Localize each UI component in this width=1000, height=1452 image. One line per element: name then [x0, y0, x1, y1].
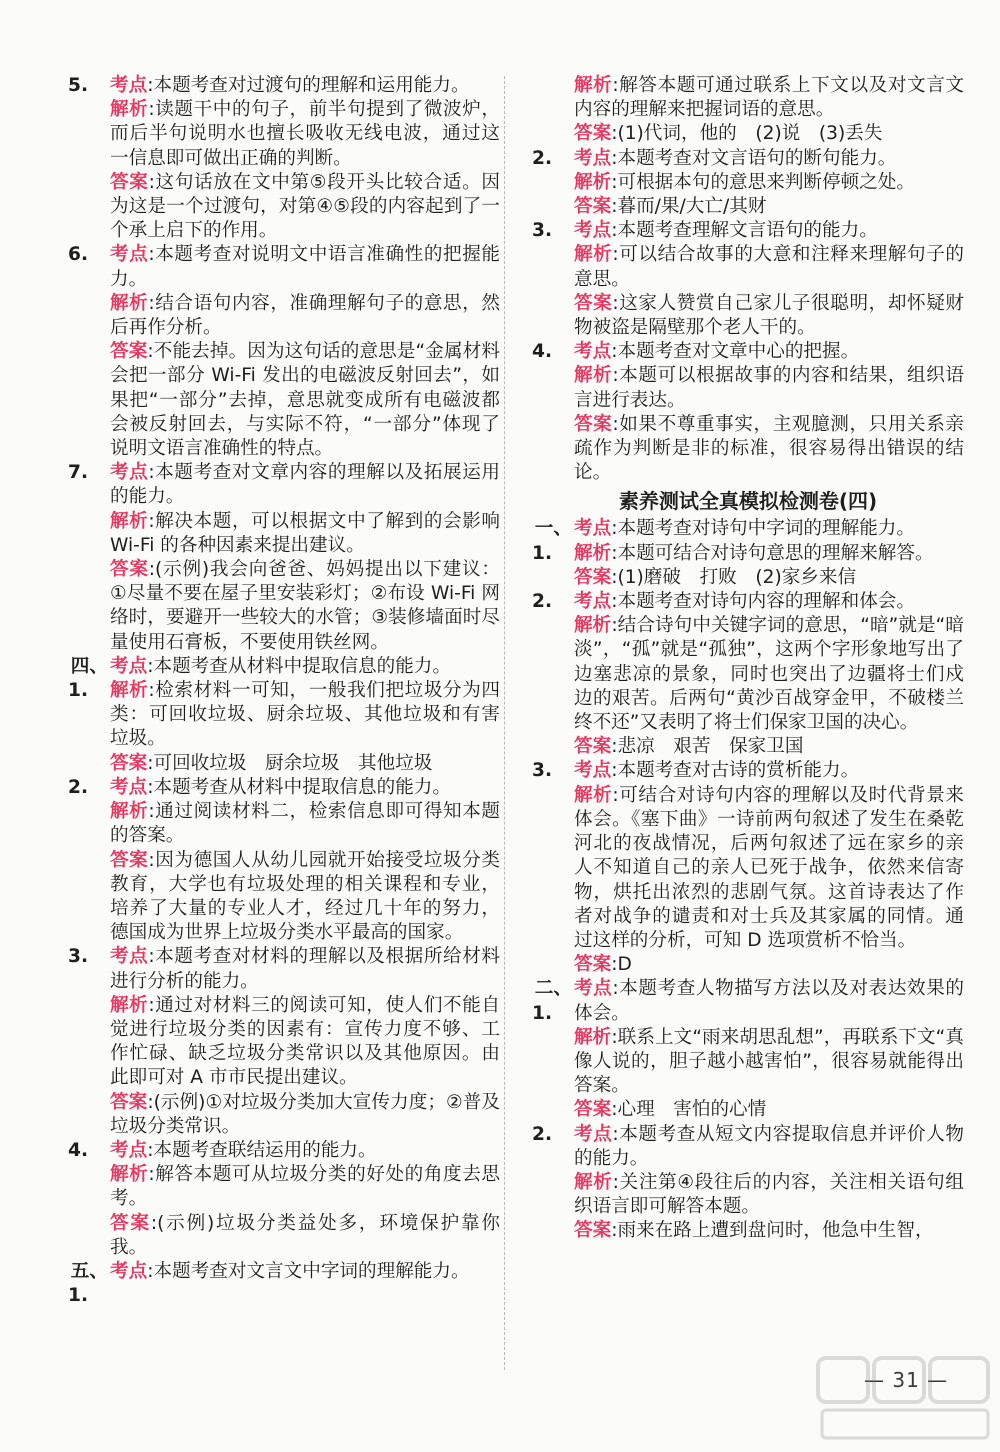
watermark-logo: [814, 1352, 996, 1444]
label-kd: 考点: [574, 591, 612, 613]
label-kd: 考点: [574, 220, 612, 242]
entry-jx-text: 关注第④段往后的内容，关注相关语句组织语言即可解答本题。: [574, 1171, 964, 1218]
question-number: 4.: [532, 341, 553, 363]
label-jx: 解析: [574, 784, 613, 806]
entry-da-line: [532, 292, 964, 340]
entry-jx-text: 本题可以根据故事的内容和结果，组织语言进行表达。: [574, 365, 964, 411]
entry-da-line: [68, 558, 500, 655]
colon: :: [147, 655, 154, 677]
colon: :: [611, 1026, 618, 1048]
entry-da-line: [532, 1219, 964, 1243]
label-da: 答案: [574, 954, 612, 976]
entry-da-line: [532, 413, 964, 486]
label-da: 答案: [574, 413, 613, 435]
colon: :: [611, 566, 618, 588]
label-jx: 解析: [110, 292, 149, 314]
answer-entry: [532, 590, 964, 759]
label-da: 答案: [110, 849, 149, 871]
answer-entry: [68, 74, 500, 243]
label-jx: 解析: [110, 99, 149, 121]
entry-da-text: 暮而/果/大亡/其财: [617, 196, 767, 218]
entry-kd-text: 本题考查对文言语句的断句能力。: [617, 147, 897, 169]
entry-da-text: 雨来在路上遭到盘问时，他急中生智，: [617, 1220, 934, 1242]
entry-da-line: [532, 566, 964, 590]
label-jx: 解析: [574, 244, 613, 266]
colon: :: [611, 1220, 618, 1242]
entry-da-text: 因为德国人从幼儿园就开始接受垃圾分类教育，大学也有垃圾处理的相关课程和专业，培养了大量的专业人才，经过几十年的努力，德国成为世界上垃圾分类水平最高的国家。: [110, 849, 500, 944]
entry-kd-line: [532, 219, 964, 243]
colon: :: [147, 1091, 154, 1113]
colon: :: [147, 341, 154, 363]
label-kd: 考点: [574, 518, 612, 540]
entry-da-line: [68, 340, 500, 461]
label-kd: 考点: [110, 75, 148, 96]
colon: :: [148, 510, 155, 532]
colon: :: [612, 292, 619, 314]
entry-jx-text: 可以结合故事的大意和注释来理解句子的意思。: [574, 244, 964, 290]
question-number: 6.: [68, 244, 89, 266]
entry-jx-line: [68, 98, 500, 171]
entry-kd-line: [68, 74, 500, 98]
entry-kd-text: 本题考查对诗句中字词的理解能力。: [617, 518, 915, 540]
question-number: 3.: [532, 220, 553, 242]
entry-da-line: [68, 849, 500, 946]
question-number: 3.: [532, 760, 553, 782]
colon: :: [611, 954, 618, 976]
entry-kd-text: 本题考查从短文内容提取信息并评价人物的能力。: [574, 1123, 964, 1169]
label-da: 答案: [110, 1212, 151, 1234]
entry-jx-text: 结合语句内容，准确理解句子的意思，然后再作分析。: [110, 292, 500, 339]
answer-entry: [68, 945, 500, 1139]
entry-jx-text: 通过阅读材料二，检索信息即可得知本题的答案。: [110, 801, 500, 847]
colon: :: [611, 341, 618, 363]
entry-da-text: 如果不尊重事实，主观臆测，只用关系亲疏作为判断是非的标准，很容易得出错误的结论。: [574, 413, 964, 484]
entry-jx-text: 读题干中的句子，前半句提到了微波炉，而后半句说明水也擅长吸收无线电波，通过这一信息即可做出正确的判断。: [110, 99, 500, 169]
question-number: 2.: [532, 591, 553, 613]
entry-da-line: [68, 171, 500, 244]
label-kd: 考点: [574, 1123, 613, 1145]
entry-kd-line: [532, 147, 964, 171]
question-number: 2.: [532, 1123, 553, 1145]
entry-jx-text: 检索材料一可知，一般我们把垃圾分为四类：可回收垃圾、厨余垃圾、其他垃圾和有害垃圾。: [110, 680, 500, 750]
label-da: 答案: [110, 341, 148, 363]
question-number: 一、1.: [532, 518, 572, 564]
colon: :: [148, 171, 155, 193]
entry-da-text: (示例)垃圾分类益处多，环境保护靠你我。: [110, 1212, 500, 1258]
entry-jx-line: [532, 171, 964, 195]
colon: :: [147, 1260, 154, 1282]
colon: :: [612, 413, 619, 435]
question-number: 四、1.: [68, 655, 108, 702]
colon: :: [147, 1139, 154, 1161]
entry-da-text: D: [617, 954, 632, 976]
colon: :: [612, 1123, 619, 1145]
entry-kd-text: 本题考查人物描写方法以及对表达效果的体会。: [574, 978, 964, 1024]
answer-entry: [532, 219, 964, 340]
column-divider: [504, 76, 505, 1370]
colon: :: [147, 75, 154, 96]
entry-jx-text: 可结合对诗句内容的理解以及时代背景来体会。《塞下曲》一诗前两句叙述了发生在桑乾河北的夜战情况，后两句叙述了远在家乡的亲人不知道自己的亲人已死于战争，依然来信寄物，烘托出浓烈的悲剧气氛。这首诗表达了作者对战争的谴责和对士兵及其家属的同情。通过这样的分析，可知 D 选项赏析不恰当。: [574, 784, 964, 951]
entry-jx-text: 解答本题可通过联系上下文以及对文言文内容的理解来把握词语的意思。: [574, 75, 964, 121]
entry-kd-text: 本题考查对文章内容的理解以及拓展运用的能力。: [110, 462, 500, 508]
entry-kd-line: [532, 590, 964, 614]
colon: :: [148, 244, 155, 266]
entry-da-text: 不能去掉。因为这句话的意思是“金属材料会把一部分 Wi-Fi 发出的电磁波反射回去”，如果把“一部分”去掉，意思就变成所有电磁波都会被反射回去，与实际不符，“一部分”体现了说明文语言准确性的特点。: [110, 341, 500, 460]
colon: :: [148, 462, 155, 484]
label-jx: 解析: [574, 75, 613, 96]
question-number: 4.: [68, 1139, 89, 1161]
label-da: 答案: [574, 1099, 612, 1121]
entry-kd-line: [532, 1123, 964, 1171]
label-da: 答案: [110, 752, 148, 774]
entry-kd-line: [68, 461, 500, 509]
colon: :: [611, 1099, 618, 1121]
label-kd: 考点: [574, 341, 612, 363]
label-jx: 解析: [110, 801, 149, 823]
entry-da-line: [532, 195, 964, 219]
colon: :: [611, 591, 618, 613]
question-number: 2.: [532, 147, 553, 169]
colon: :: [147, 776, 154, 798]
label-kd: 考点: [110, 1260, 148, 1282]
entry-da-text: (1)代词，他的 (2)说 (3)丢失: [617, 123, 883, 145]
entry-jx-text: 通过对材料三的阅读可知，使人们不能自觉进行垃圾分类的因素有：宣传力度不够、工作忙碌、缺乏垃圾分类常识以及其他原因。由此即可对 A 市市民提出建议。: [110, 994, 500, 1089]
entry-jx-line: [532, 74, 964, 122]
label-da: 答案: [574, 292, 613, 314]
entry-kd-text: 本题考查联结运用的能力。: [153, 1139, 377, 1161]
entry-da-line: [532, 1098, 964, 1122]
entry-kd-text: 本题考查理解文言语句的能力。: [617, 220, 878, 242]
answer-entry: [532, 147, 964, 220]
label-kd: 考点: [110, 776, 148, 798]
label-kd: 考点: [110, 655, 148, 677]
entry-da-text: (示例)我会向爸爸、妈妈提出以下建议：①尽量不要在屋子里安装彩灯；②布设 Wi-Fi 网络时，要避开一些较大的水管；③装修墙面时尽量使用石膏板，不要使用铁丝网。: [110, 559, 500, 653]
entry-da-text: 心理 害怕的心情: [617, 1099, 767, 1121]
answer-entry: [68, 776, 500, 945]
colon: :: [148, 994, 155, 1016]
colon: :: [148, 849, 155, 871]
colon: :: [611, 123, 618, 145]
left-column: [68, 74, 500, 1307]
answer-entry: [68, 461, 500, 655]
entry-kd-line: [68, 945, 500, 993]
entry-jx-line: [532, 784, 964, 953]
colon: :: [150, 1212, 158, 1234]
colon: :: [148, 99, 155, 121]
label-da: 答案: [110, 171, 149, 193]
label-kd: 考点: [110, 946, 149, 968]
colon: :: [612, 244, 619, 266]
entry-da-line: [68, 1091, 500, 1139]
entry-kd-line: [68, 1260, 500, 1307]
entry-jx-line: [532, 364, 964, 412]
colon: :: [611, 171, 618, 193]
entry-jx-line: [68, 679, 500, 752]
label-da: 答案: [574, 123, 612, 145]
label-da: 答案: [574, 196, 612, 218]
label-da: 答案: [110, 1091, 148, 1113]
answer-entry: [68, 243, 500, 461]
label-jx: 解析: [574, 542, 612, 564]
entry-kd-line: [532, 340, 964, 364]
label-jx: 解析: [110, 1164, 149, 1186]
entry-kd-text: 本题考查对文章中心的把握。: [617, 341, 860, 363]
entry-kd-line: [532, 759, 964, 783]
entry-jx-line: [68, 1163, 500, 1211]
entry-da-text: 这家人赞赏自己家儿子很聪明，却怀疑财物被盗是隔壁那个老人干的。: [574, 292, 964, 339]
label-kd: 考点: [110, 462, 149, 484]
entry-da-text: 悲凉 艰苦 保家卫国: [617, 736, 804, 758]
entry-jx-line: [532, 243, 964, 291]
entry-da-line: [532, 735, 964, 759]
label-jx: 解析: [574, 365, 613, 387]
entry-jx-text: 结合诗句中关键字词的意思，“暗”就是“暗淡”，“孤”就是“孤独”，这两个字形象地写出了边塞悲凉的景象，同时也突出了边疆将士们戍边的艰苦。后两句“黄沙百战穿金甲，不破楼兰终不还”又表明了将士们保家卫国的决心。: [574, 615, 964, 734]
label-da: 答案: [574, 566, 612, 588]
colon: :: [611, 220, 618, 242]
entry-da-text: 这句话放在文中第⑤段开头比较合适。因为这是一个过渡句，对第④⑤段的内容起到了一个承上启下的作用。: [110, 171, 500, 242]
question-number: 7.: [68, 462, 89, 484]
entry-kd-text: 本题考查对古诗的赏析能力。: [617, 760, 860, 782]
entry-jx-text: 解答本题可从垃圾分类的好处的角度去思考。: [110, 1164, 500, 1210]
colon: :: [612, 978, 619, 1000]
label-jx: 解析: [574, 1171, 613, 1193]
entry-kd-text: 本题考查对诗句内容的理解和体会。: [617, 591, 915, 613]
question-number: 五、1.: [68, 1260, 108, 1307]
entry-kd-text: 本题考查从材料中提取信息的能力。: [153, 655, 451, 677]
entry-kd-text: 本题考查对文言文中字词的理解能力。: [153, 1260, 470, 1282]
colon: :: [612, 784, 619, 806]
entry-jx-line: [68, 292, 500, 340]
label-kd: 考点: [574, 760, 612, 782]
label-kd: 考点: [110, 244, 149, 266]
label-kd: 考点: [574, 147, 612, 169]
colon: :: [148, 559, 156, 581]
entry-kd-line: [68, 776, 500, 800]
entry-kd-text: 本题考查从材料中提取信息的能力。: [153, 776, 451, 798]
answer-entry: [532, 340, 964, 485]
label-da: 答案: [110, 559, 149, 581]
entry-kd-text: 本题考查对材料的理解以及根据所给材料进行分析的能力。: [110, 946, 500, 992]
label-kd: 考点: [110, 1139, 148, 1161]
entry-da-text: (1)磨破 打败 (2)家乡来信: [617, 566, 857, 588]
entry-jx-line: [68, 994, 500, 1091]
entry-da-text: 可回收垃圾 厨余垃圾 其他垃圾: [153, 752, 433, 774]
colon: :: [611, 542, 618, 564]
colon: :: [612, 75, 619, 96]
answer-entry: [532, 977, 964, 1122]
answer-entry: [68, 1260, 500, 1307]
entry-kd-line: [532, 977, 964, 1025]
label-jx: 解析: [574, 171, 612, 193]
label-kd: 考点: [574, 978, 613, 1000]
label-jx: 解析: [110, 994, 149, 1016]
colon: :: [612, 365, 619, 387]
entry-jx-text: 解决本题，可以根据文中了解到的会影响 Wi-Fi 的各种因素来提出建议。: [110, 510, 500, 556]
entry-jx-line: [532, 614, 964, 735]
entry-da-line: [532, 953, 964, 977]
colon: :: [611, 196, 618, 218]
entry-jx-text: 本题可结合对诗句意思的理解来解答。: [617, 542, 934, 564]
entry-da-line: [68, 752, 500, 776]
label-da: 答案: [574, 1220, 612, 1242]
colon: :: [611, 518, 618, 540]
question-number: 5.: [68, 75, 89, 96]
entry-jx-text: 可根据本句的意思来判断停顿之处。: [617, 171, 915, 193]
page-number: — 31 —: [864, 1368, 949, 1392]
colon: :: [611, 615, 618, 637]
right-column: [532, 74, 964, 1244]
entry-da-line: [68, 1212, 500, 1260]
entry-kd-line: [68, 1139, 500, 1163]
colon: :: [611, 736, 618, 758]
colon: :: [611, 760, 618, 782]
question-number: 3.: [68, 946, 89, 968]
label-jx: 解析: [110, 510, 149, 532]
entry-jx-line: [532, 542, 964, 566]
entry-jx-text: 联系上文“雨来胡思乱想”，再联系下文“真像人说的，胆子越小越害怕”，很容易就能得出答案。: [574, 1026, 964, 1097]
answer-entry: [532, 517, 964, 590]
entry-kd-text: 本题考查对说明文中语言准确性的把握能力。: [110, 244, 500, 290]
label-jx: 解析: [110, 680, 149, 702]
entry-da-line: [532, 122, 964, 146]
entry-kd-line: [68, 243, 500, 291]
colon: :: [611, 147, 618, 169]
answer-entry: [532, 759, 964, 977]
entry-jx-line: [532, 1171, 964, 1219]
colon: :: [148, 946, 155, 968]
label-da: 答案: [574, 736, 612, 758]
section-title: 素养测试全真模拟检测卷(四): [618, 489, 878, 514]
entry-da-text: (示例)①对垃圾分类加大宣传力度；②普及垃圾分类常识。: [110, 1091, 500, 1137]
entry-jx-line: [532, 1026, 964, 1099]
answer-entry: [68, 1139, 500, 1260]
colon: :: [148, 801, 155, 823]
question-number: 2.: [68, 776, 89, 798]
entry-kd-text: 本题考查对过渡句的理解和运用能力。: [153, 75, 470, 96]
colon: :: [612, 1171, 619, 1193]
colon: :: [148, 680, 155, 702]
colon: :: [148, 292, 155, 314]
label-jx: 解析: [574, 1026, 612, 1048]
label-jx: 解析: [574, 615, 612, 637]
answer-entry: [532, 74, 964, 147]
answer-entry: [532, 1123, 964, 1244]
answer-entry: [68, 655, 500, 776]
entry-jx-line: [68, 510, 500, 558]
question-number: 二、1.: [532, 978, 572, 1024]
colon: :: [147, 752, 154, 774]
colon: :: [148, 1164, 155, 1186]
entry-jx-line: [68, 800, 500, 848]
